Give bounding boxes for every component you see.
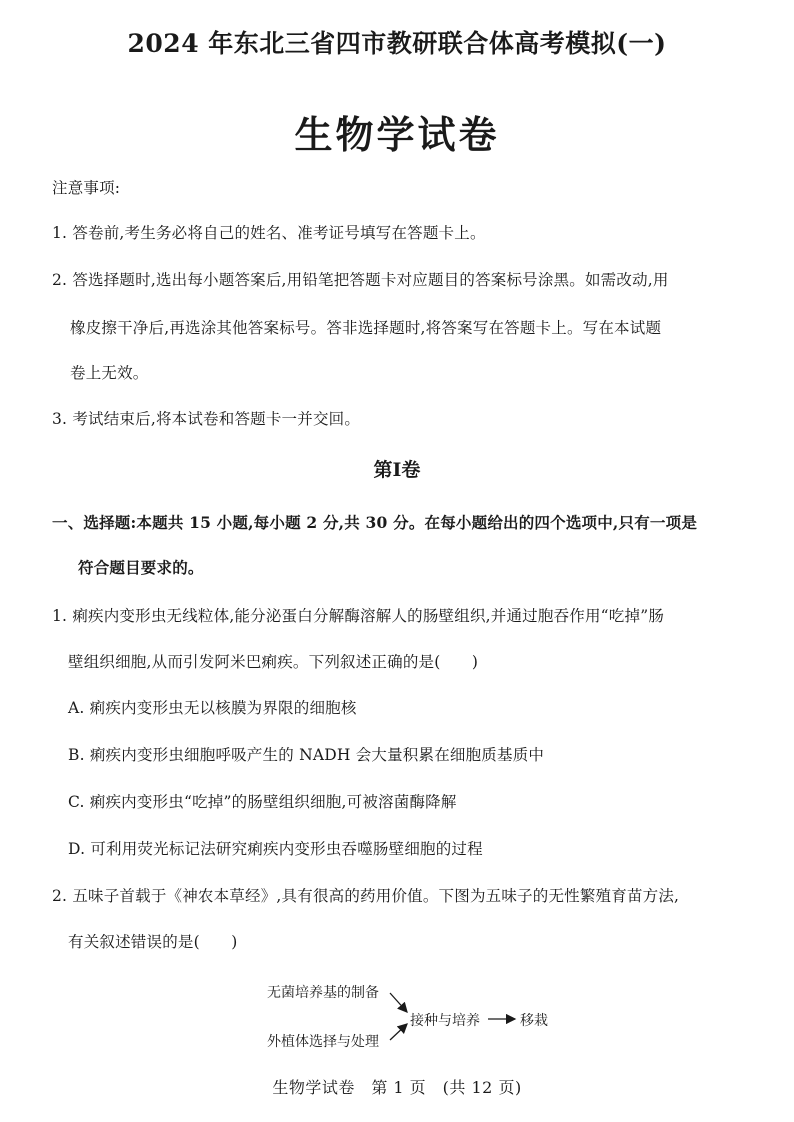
diagram-step-media-prep: 无菌培养基的制备 — [267, 985, 379, 1001]
subject-title: 生物学试卷 — [294, 112, 500, 157]
arrow-media-to-inoculation — [390, 993, 407, 1012]
section-instruction-cont: 符合题目要求的。 — [78, 558, 204, 577]
note-item-2-cont: 橡皮擦干净后,再选涂其他答案标号。答非选择题时,将答案写在答题卡上。写在本试题 — [70, 319, 662, 337]
notes-heading: 注意事项: — [52, 179, 121, 197]
diagram-step-explant: 外植体选择与处理 — [267, 1034, 379, 1050]
question-2-stem-cont: 有关叙述错误的是( ) — [68, 933, 238, 951]
section-title: 第Ⅰ卷 — [373, 459, 421, 481]
question-1-stem: 1. 痢疾内变形虫无线粒体,能分泌蛋白分解酶溶解人的肠壁组织,并通过胞吞作用“吃掉”肠 — [52, 607, 665, 625]
note-item-1: 1. 答卷前,考生务必将自己的姓名、准考证号填写在答题卡上。 — [52, 224, 486, 242]
note-item-2: 2. 答选择题时,选出每小题答案后,用铅笔把答题卡对应题目的答案标号涂黑。如需改动,用 — [52, 271, 669, 289]
question-1-stem-cont: 壁组织细胞,从而引发阿米巴痢疾。下列叙述正确的是( ) — [68, 653, 479, 671]
section-instruction: 一、选择题:本题共 15 小题,每小题 2 分,共 30 分。在每小题给出的四个选项中,只有一项是 — [52, 513, 698, 532]
diagram-step-transplant: 移栽 — [520, 1013, 548, 1029]
question-1-option-c: C. 痢疾内变形虫“吃掉”的肠壁组织细胞,可被溶菌酶降解 — [68, 793, 457, 811]
question-1-option-a: A. 痢疾内变形虫无以核膜为界限的细胞核 — [68, 699, 357, 717]
note-item-2-end: 卷上无效。 — [70, 364, 149, 382]
arrow-explant-to-inoculation — [390, 1024, 407, 1040]
page-footer: 生物学试卷 第 1 页 (共 12 页) — [272, 1078, 522, 1097]
question-1-option-b: B. 痢疾内变形虫细胞呼吸产生的 NADH 会大量积累在细胞质基质中 — [68, 746, 545, 764]
diagram-step-inoculation: 接种与培养 — [410, 1013, 480, 1029]
exam-title: 2024 年东北三省四市教研联合体高考模拟(一) — [127, 29, 667, 58]
question-2-stem: 2. 五味子首载于《神农本草经》,具有很高的药用价值。下图为五味子的无性繁殖育苗方法, — [52, 887, 680, 905]
note-item-3: 3. 考试结束后,将本试卷和答题卡一并交回。 — [52, 410, 361, 428]
question-1-option-d: D. 可利用荧光标记法研究痢疾内变形虫吞噬肠壁细胞的过程 — [68, 840, 483, 858]
